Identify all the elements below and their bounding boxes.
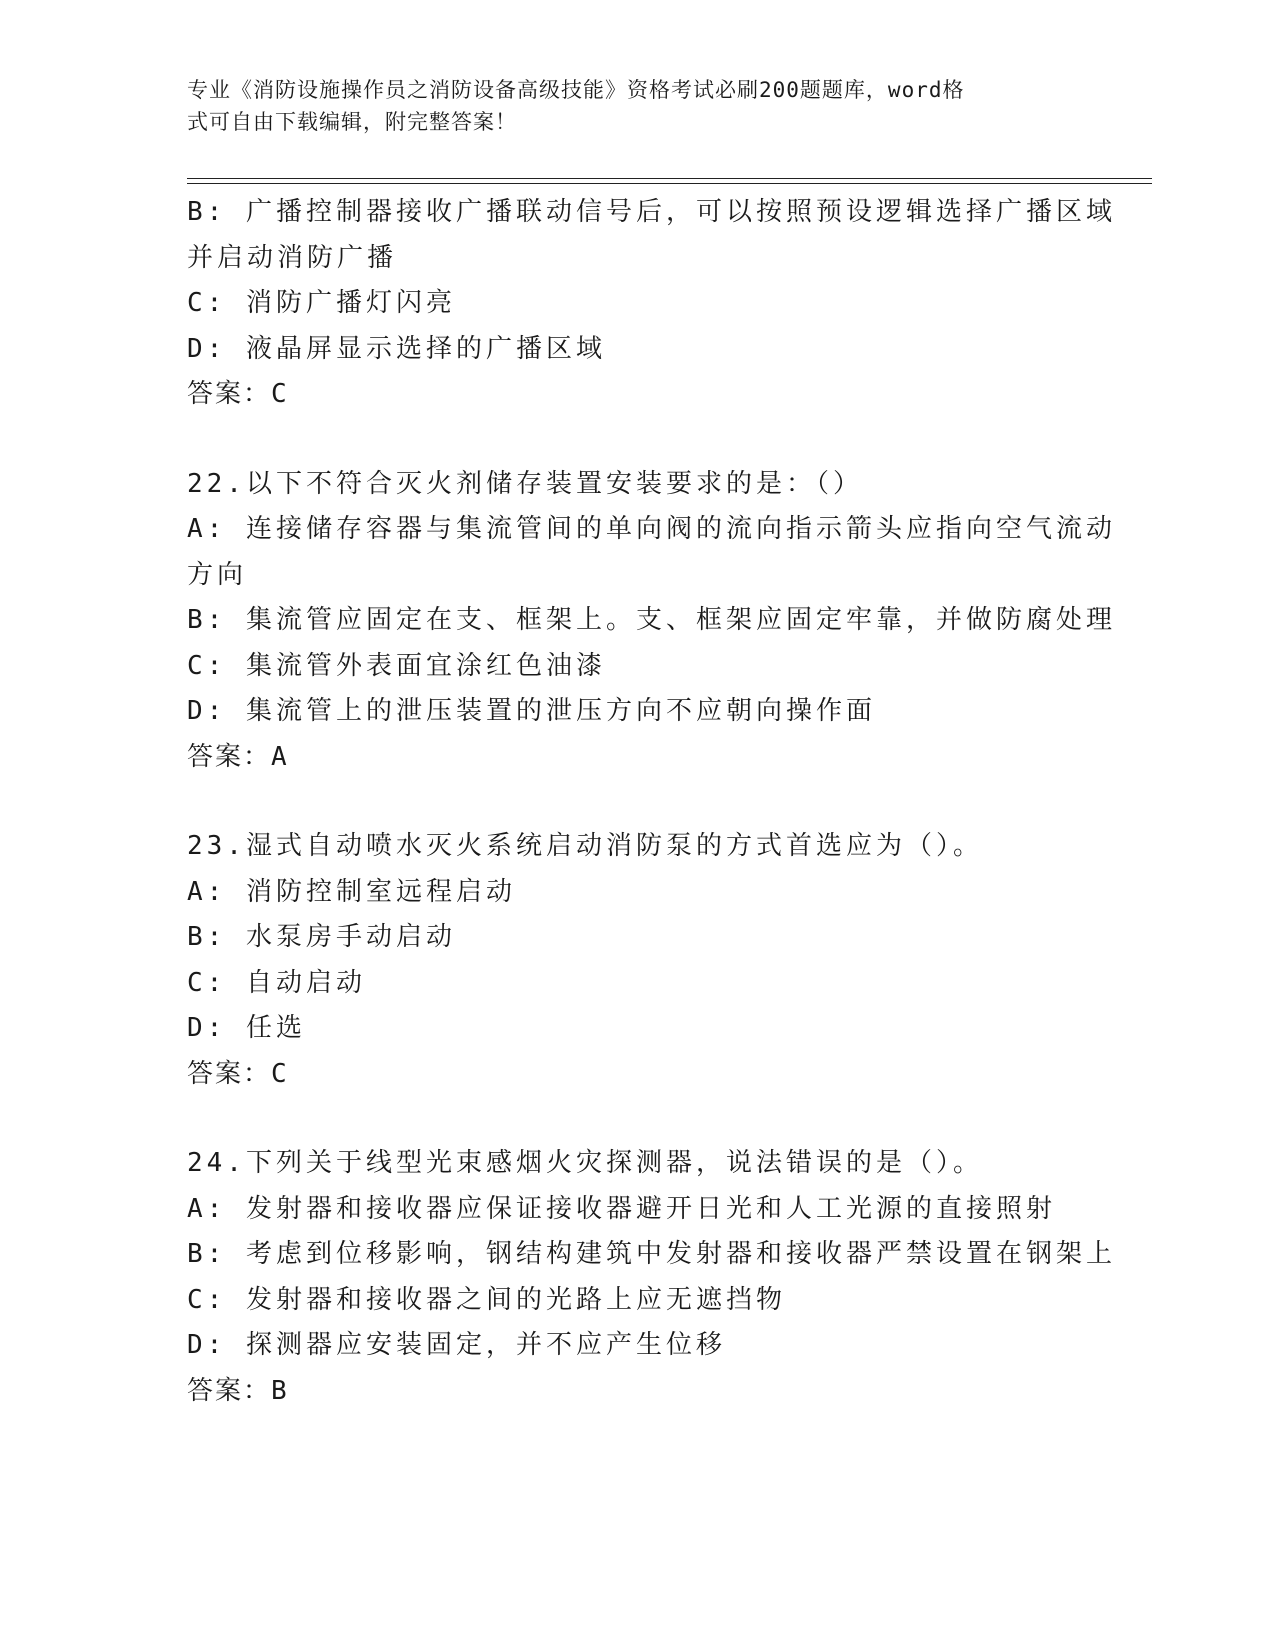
option-d: D: 集流管上的泄压装置的泄压方向不应朝向操作面 <box>187 696 876 726</box>
question-block-23 <box>187 824 1087 1097</box>
option-a: A: 消防控制室远程启动 <box>187 876 516 907</box>
answer: 答案：A <box>187 741 289 772</box>
option-d: D: 液晶屏显示选择的广播区域 <box>187 333 606 364</box>
option-a: A: 发射器和接收器应保证接收器避开日光和人工光源的直接照射 <box>187 1193 1056 1224</box>
option-b: B: 考虑到位移影响，钢结构建筑中发射器和接收器严禁设置在钢架上 <box>187 1239 1116 1269</box>
question-stem: 24.下列关于线型光束感烟火灾探测器，说法错误的是（）。 <box>187 1148 983 1178</box>
option-a-line-1: A: 连接储存容器与集流管间的单向阀的流向指示箭头应指向空气流动 <box>187 514 1116 544</box>
spacer <box>187 1097 1087 1141</box>
question-block-24 <box>187 1141 1116 1414</box>
option-b: B: 集流管应固定在支、框架上。支、框架应固定牢靠，并做防腐处理 <box>187 605 1116 635</box>
answer: 答案：B <box>187 1375 289 1406</box>
option-c: C: 发射器和接收器之间的光路上应无遮挡物 <box>187 1284 786 1315</box>
option-b-line-2: 并启动消防广播 <box>187 242 398 273</box>
question-content <box>187 190 1116 1414</box>
question-block-22 <box>187 462 1116 781</box>
continued-question-block <box>187 190 1116 418</box>
option-c: C: 集流管外表面宜涂红色油漆 <box>187 650 606 681</box>
header-line-2: 式可自由下载编辑，附完整答案！ <box>187 110 517 134</box>
header-divider-top <box>187 178 1152 179</box>
header-line-1: 专业《消防设施操作员之消防设备高级技能》资格考试必刷200题题库，word格 <box>187 78 965 102</box>
option-b: B: 水泵房手动启动 <box>187 922 456 952</box>
option-d: D: 探测器应安装固定，并不应产生位移 <box>187 1330 726 1360</box>
spacer <box>187 418 1087 462</box>
option-c: C: 消防广播灯闪亮 <box>187 288 456 318</box>
document-header <box>187 74 1067 138</box>
option-c: C: 自动启动 <box>187 967 366 998</box>
answer: 答案：C <box>187 379 289 409</box>
question-stem: 22.以下不符合灭火剂储存装置安装要求的是：（） <box>187 468 863 499</box>
option-d: D: 任选 <box>187 1013 306 1043</box>
option-a-line-2: 方向 <box>187 559 248 590</box>
spacer <box>187 780 1087 824</box>
option-b-line-1: B: 广播控制器接收广播联动信号后，可以按照预设逻辑选择广播区域 <box>187 197 1116 227</box>
question-stem: 23.湿式自动喷水灭火系统启动消防泵的方式首选应为（）。 <box>187 831 983 861</box>
header-divider-bottom <box>187 183 1152 184</box>
answer: 答案：C <box>187 1058 289 1089</box>
